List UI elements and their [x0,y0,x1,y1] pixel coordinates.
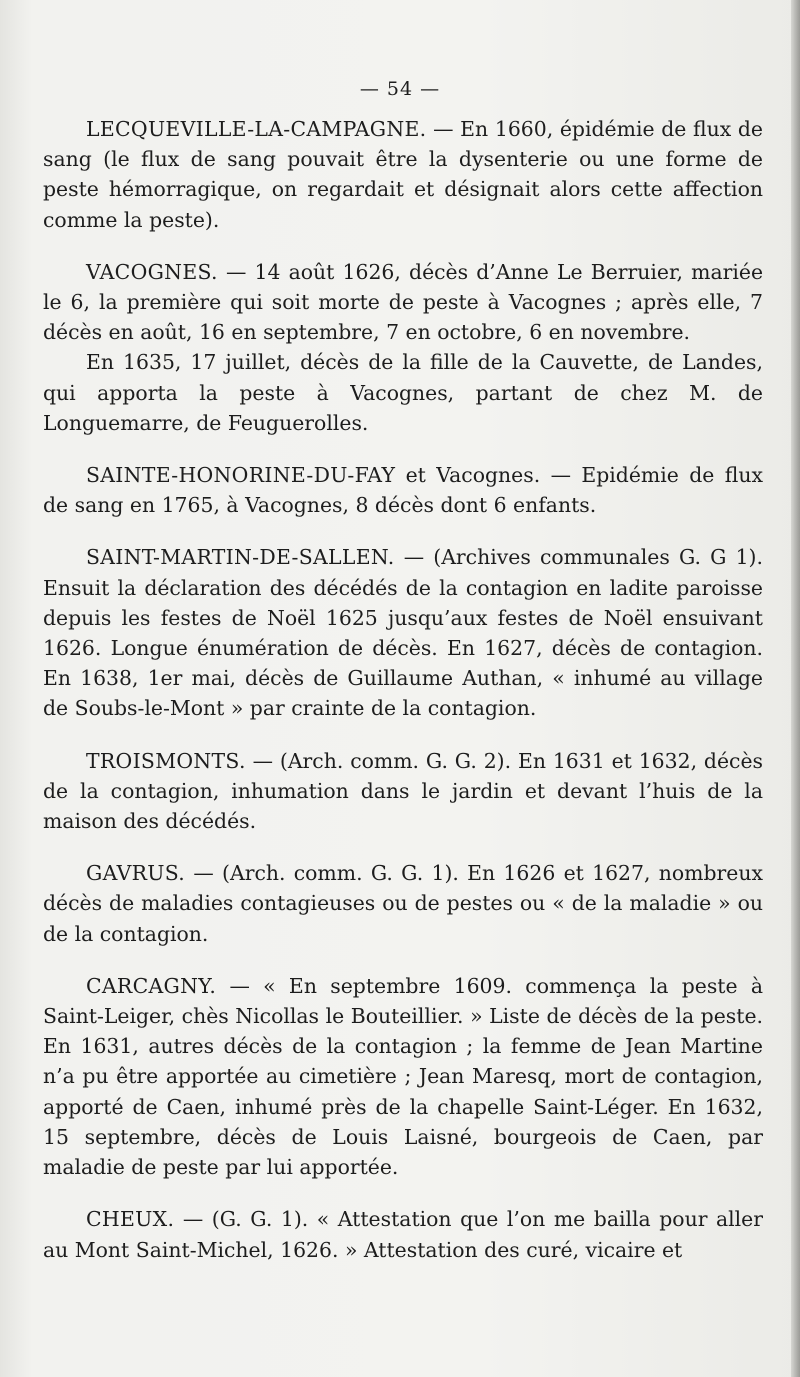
place-name: TROISMONTS. [86,748,246,773]
entry-sainte-honorine [43,460,763,520]
place-name: GAVRUS. [86,861,186,886]
entry-carcagny [43,971,763,1182]
page-number: — 54 — [359,78,441,100]
entry-text: et Vacognes. — Epidémie de flux de sang en 1765, à Vacognes, 8 décès dont 6 enfants. [43,463,763,518]
entry-text: — (Arch. comm. G. G. 2). En 1631 et 1632, décès de la contagion, inhumation dans le jardin et devant l’huis de la maison des décédés. [43,748,763,834]
place-name: SAINTE-HONORINE-DU-FAY [86,463,396,488]
entry-saint-martin [43,542,763,723]
entry-paragraph [43,114,763,235]
entry-paragraph [43,542,763,723]
entry-cheux [43,1204,763,1264]
entry-gavrus [43,858,763,949]
place-name: LECQUEVILLE-LA-CAMPAGNE. [86,117,427,141]
entry-text: — (Archives communales G. G 1). Ensuit la déclaration des décédés de la contagion en ladite paroisse depuis les festes de Noël 1625 jusqu’aux festes de Noël ensuivant 1626. Longue énumération de décès. En 1627, décès de contagion. En 1638, 1er mai, décès de Guillaume Authan, « inhumé au village de Soubs-le-Mont » par crainte de la contagion. [43,545,763,721]
entry-paragraph [43,257,763,348]
place-name: CHEUX. [86,1207,175,1232]
page-edge-shadow [791,0,800,1377]
entry-paragraph [43,746,763,837]
entry-text: — 14 août 1626, décès d’Anne Le Berruier, mariée le 6, la première qui soit morte de peste à Vacognes ; après elle, 7 décès en août, 16 en septembre, 7 en octobre, 6 en novembre. [43,259,764,345]
entry-text: — (G. G. 1). « Attestation que l’on me bailla pour aller au Mont Saint-Michel, 1626. » Attestation des curé, vicaire et [43,1207,763,1262]
entry-paragraph [43,971,763,1182]
page-body [43,114,763,1287]
place-name: CARCAGNY. [86,973,217,998]
entry-lecqueville [43,114,763,235]
entry-text: — En 1660, épidémie de flux de sang (le flux de sang pouvait être la dysenterie ou une forme de peste hémorragique, on regardait et désignait alors cette affection comme la peste). [43,117,763,232]
entry-paragraph [43,1204,763,1264]
entry-text: — « En septembre 1609. commença la peste à Saint-Leiger, chès Nicollas le Bouteillier. » Liste de décès de la peste. En 1631, autres décès de la contagion ; la femme de Jean Martine n’a pu être apportée au cimetière ; Jean Maresq, mort de contagion, apporté de Caen, inhumé près de la chapelle Saint-Léger. En 1632, 15 septembre, décès de Louis Laisné, bourgeois de Caen, par maladie de peste par lui apportée. [43,973,764,1180]
entry-paragraph [43,347,763,438]
place-name: VACOGNES. [86,259,218,284]
entry-troismonts [43,746,763,837]
entry-text: — (Arch. comm. G. G. 1). En 1626 et 1627, nombreux décès de maladies contagieuses ou de pestes ou « de la maladie » ou de la contagion. [43,861,763,946]
entry-text: En 1635, 17 juillet, décès de la fille de la Cauvette, de Landes, qui apporta la peste à Vacognes, partant de chez M. de Longuemarre, de Feuguerolles. [43,350,763,435]
entry-paragraph [43,460,763,520]
entry-paragraph [43,858,763,949]
entry-vacognes [43,257,763,438]
place-name: SAINT-MARTIN-DE-SALLEN. [86,545,395,570]
